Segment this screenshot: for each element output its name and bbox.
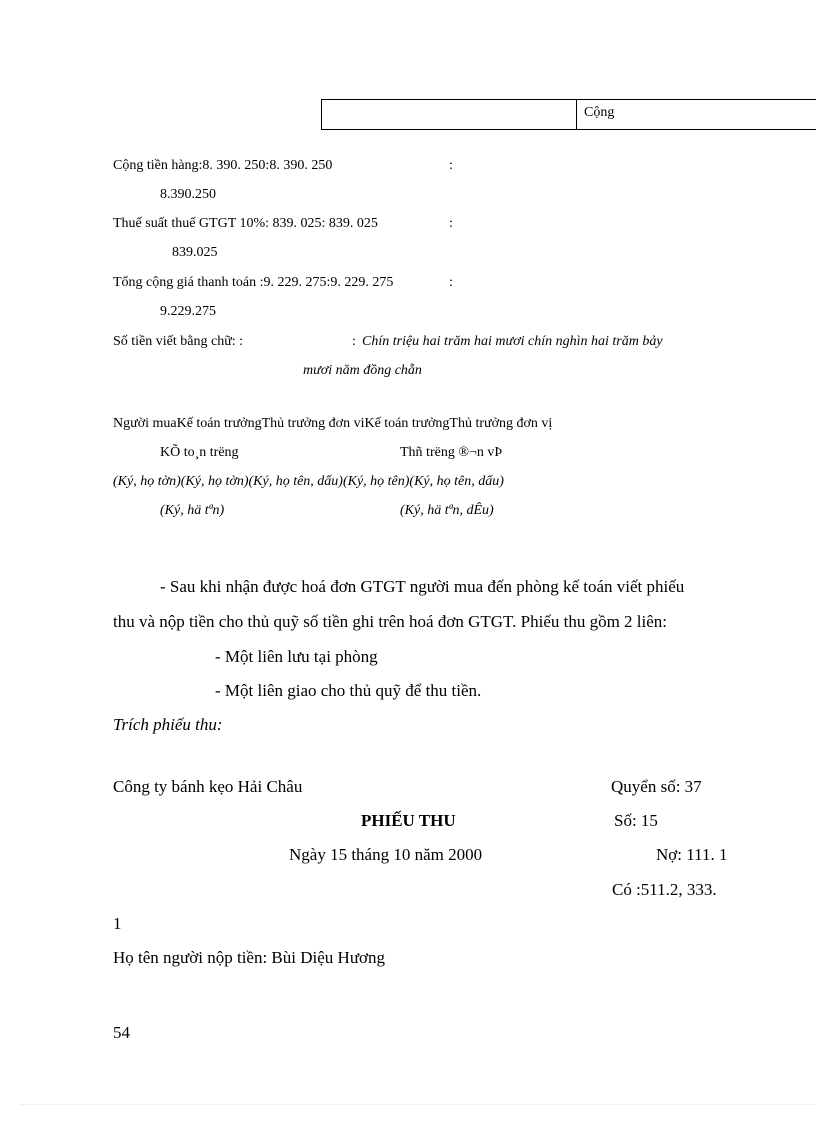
credit-account: Có :511.2, 333. (612, 880, 717, 899)
totals-table-row (321, 99, 816, 130)
goods-total-value: 8.390.250 (160, 187, 216, 202)
vat-colon: : (449, 216, 453, 231)
page-bottom-rule (20, 1104, 816, 1105)
credit-account-continued: 1 (113, 914, 122, 933)
goods-total-colon: : (449, 158, 453, 173)
table-divider (576, 100, 577, 129)
grand-total-value: 9.229.275 (160, 304, 216, 319)
receipt-number: Số: 15 (614, 811, 658, 830)
amount-in-words-colon: : (352, 334, 356, 349)
paragraph-line-1: - Sau khi nhận được hoá đơn GTGT người mua đến phòng kế toán viết phiếu (160, 577, 685, 596)
receipt-date: Ngày 15 tháng 10 năm 2000 (289, 845, 483, 864)
vat-line: Thuế suất thuế GTGT 10%: 839. 025: 839. 025 (113, 216, 378, 231)
debit-account: Nợ: 111. 1 (656, 845, 728, 864)
signature-roles-line: Người muaKế toán trưởngThủ trưởng đơn viKế toán trưởngThủ trưởng đơn vị (113, 416, 553, 431)
receipt-title: PHIẾU THU (361, 811, 456, 830)
bullet-item-2: - Một liên giao cho thủ quỹ để thu tiền. (215, 681, 482, 700)
amount-in-words-text-1: Chín triệu hai trăm hai mươi chín nghìn hai trăm bảy (362, 334, 663, 349)
payer-name: Họ tên người nộp tiền: Bùi Diệu Hương (113, 948, 386, 967)
table-total-label: Cộng (584, 105, 615, 120)
goods-total-line: Cộng tiền hàng:8. 390. 250:8. 390. 250 (113, 158, 333, 173)
page-number: 54 (113, 1023, 130, 1042)
paragraph-line-2: thu và nộp tiền cho thủ quỹ số tiền ghi trên hoá đơn GTGT. Phiếu thu gồm 2 liên: (113, 612, 668, 631)
signature-note-line: (Ký, họ tờn)(Ký, họ tờn)(Ký, họ tên, dấu)(Ký, họ tên)(Ký, họ tên, dấu) (113, 474, 504, 489)
excerpt-heading: Trích phiếu thu: (113, 715, 223, 734)
vat-value: 839.025 (172, 245, 218, 260)
book-number: Quyển số: 37 (611, 777, 702, 796)
amount-in-words-label: Số tiền viết bằng chữ: : (113, 334, 244, 349)
grand-total-line: Tổng cộng giá thanh toán :9. 229. 275:9. 229. 275 (113, 275, 394, 290)
company-name: Công ty bánh kẹo Hải Châu (113, 777, 303, 796)
grand-total-colon: : (449, 275, 453, 290)
signature-garbled-right: Thñ trëng ®¬n vÞ (400, 445, 503, 460)
amount-in-words-text-2: mươi năm đồng chẵn (303, 363, 422, 378)
signature-garbled-left: KÕ to¸n trëng (160, 445, 239, 460)
bullet-item-1: - Một liên lưu tại phòng (215, 647, 378, 666)
signature-garbled-note-left: (Ký, hä tªn) (160, 503, 225, 518)
signature-garbled-note-right: (Ký, hä tªn, dÊu) (400, 503, 494, 518)
